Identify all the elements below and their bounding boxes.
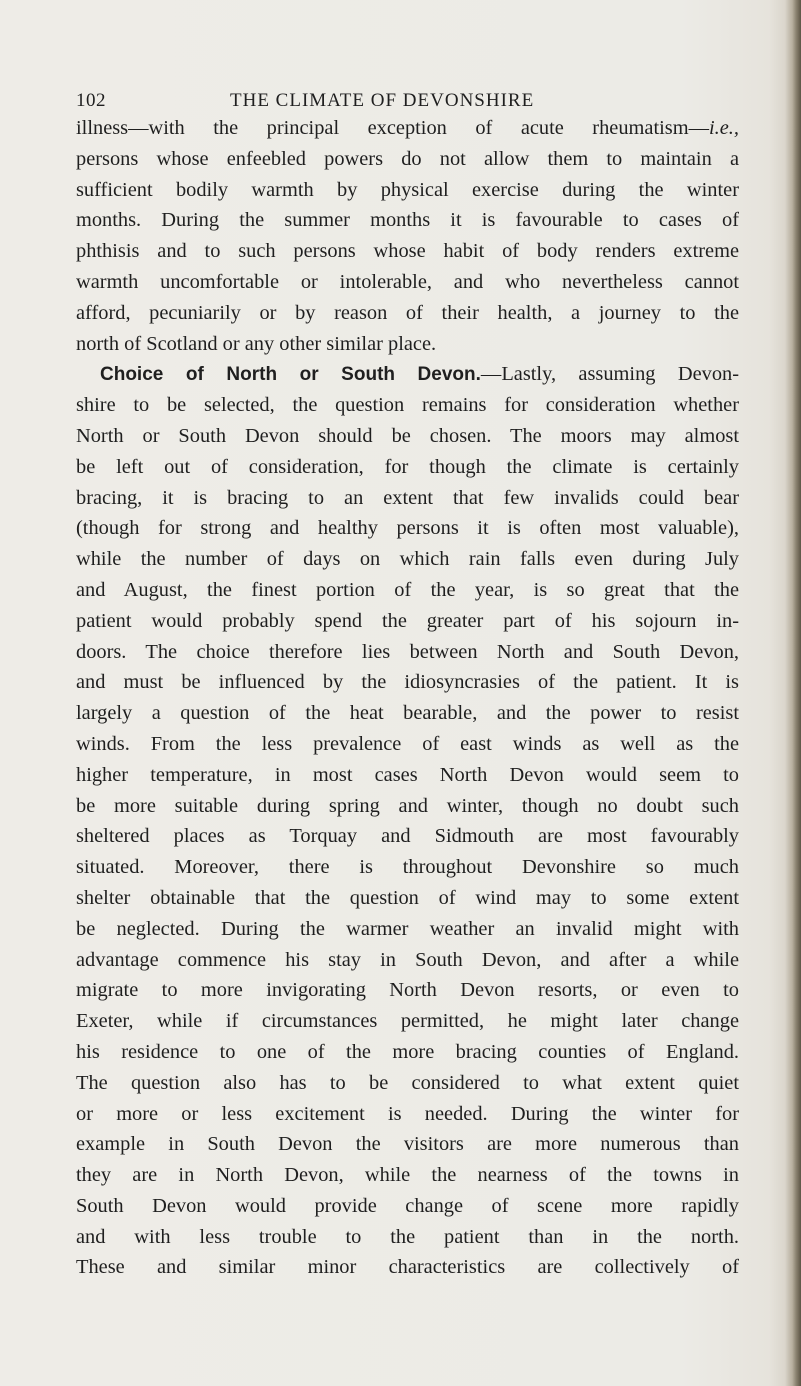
- text-line: and with less trouble to the patient than in the north.: [76, 1225, 739, 1248]
- text-line: advantage commence his stay in South Devon, and after a while: [76, 948, 739, 971]
- italic-abbreviation: i.e.,: [708, 117, 739, 139]
- text-line: and must be influenced by the idiosyncrasies of the patient. It is: [76, 671, 739, 694]
- page-number: 102: [76, 90, 106, 111]
- text-line: doors. The choice therefore lies between North and South Devon,: [76, 640, 739, 663]
- text-line: example in South Devon the visitors are more numerous than: [76, 1133, 739, 1156]
- text-line: shelter obtainable that the question of wind may to some extent: [76, 886, 739, 909]
- text-line: patient would probably spend the greater part of his sojourn in-: [76, 609, 739, 632]
- text-line: Exeter, while if circumstances permitted, he might later change: [76, 1010, 739, 1033]
- text-line: (though for strong and healthy persons it is often most valuable),: [76, 517, 739, 540]
- text-line: his residence to one of the more bracing counties of England.: [76, 1040, 739, 1063]
- text-line: afford, pecuniarily or by reason of their health, a journey to the: [76, 301, 739, 324]
- text-line: North or South Devon should be chosen. The moors may almost: [76, 424, 739, 447]
- text-line: and August, the finest portion of the year, is so great that the: [76, 578, 739, 601]
- text-line: north of Scotland or any other similar place.: [76, 332, 437, 355]
- text-line: migrate to more invigorating North Devon resorts, or even to: [76, 979, 739, 1002]
- text-line: be left out of consideration, for though the climate is certainly: [76, 455, 739, 478]
- text-line: phthisis and to such persons whose habit of body renders extreme: [76, 240, 739, 263]
- text-line: The question also has to be considered to what extent quiet: [76, 1071, 739, 1094]
- text-line: sheltered places as Torquay and Sidmouth are most favourably: [76, 825, 739, 848]
- text-line: be neglected. During the warmer weather an invalid might with: [76, 917, 739, 940]
- body-text: [76, 113, 739, 1283]
- text-line: South Devon would provide change of scene more rapidly: [76, 1194, 739, 1217]
- text-line: bracing, it is bracing to an extent that few invalids could bear: [76, 486, 739, 509]
- text-line: illness—with the principal exception of acute rheumatism—i.e.,: [76, 117, 739, 139]
- text-line: sufficient bodily warmth by physical exercise during the winter: [76, 178, 739, 201]
- text-line: These and similar minor characteristics are collectively of: [76, 1256, 739, 1279]
- text-line: while the number of days on which rain falls even during July: [76, 548, 739, 571]
- text-line: or more or less excitement is needed. During the winter for: [76, 1102, 739, 1125]
- text-line: higher temperature, in most cases North Devon would seem to: [76, 763, 739, 786]
- text-line: situated. Moreover, there is throughout Devonshire so much: [76, 856, 739, 879]
- binding-edge: [785, 0, 801, 1386]
- text-line: largely a question of the heat bearable, and the power to resist: [76, 702, 739, 725]
- text-line: warmth uncomfortable or intolerable, and who nevertheless cannot: [76, 270, 739, 293]
- text-line: months. During the summer months it is favourable to cases of: [76, 209, 739, 232]
- text-line: winds. From the less prevalence of east winds as well as the: [76, 732, 739, 755]
- text-line: Choice of North or South Devon.—Lastly, assuming Devon-: [100, 363, 739, 386]
- text-line: they are in North Devon, while the nearness of the towns in: [76, 1164, 739, 1187]
- text-line: persons whose enfeebled powers do not allow them to maintain a: [76, 147, 739, 170]
- running-title: THE CLIMATE OF DEVONSHIRE: [230, 90, 535, 111]
- text-line: shire to be selected, the question remains for consideration whether: [76, 394, 739, 417]
- section-sidehead: Choice of North or South Devon.: [100, 364, 481, 386]
- text-line: be more suitable during spring and winter, though no doubt such: [76, 794, 739, 817]
